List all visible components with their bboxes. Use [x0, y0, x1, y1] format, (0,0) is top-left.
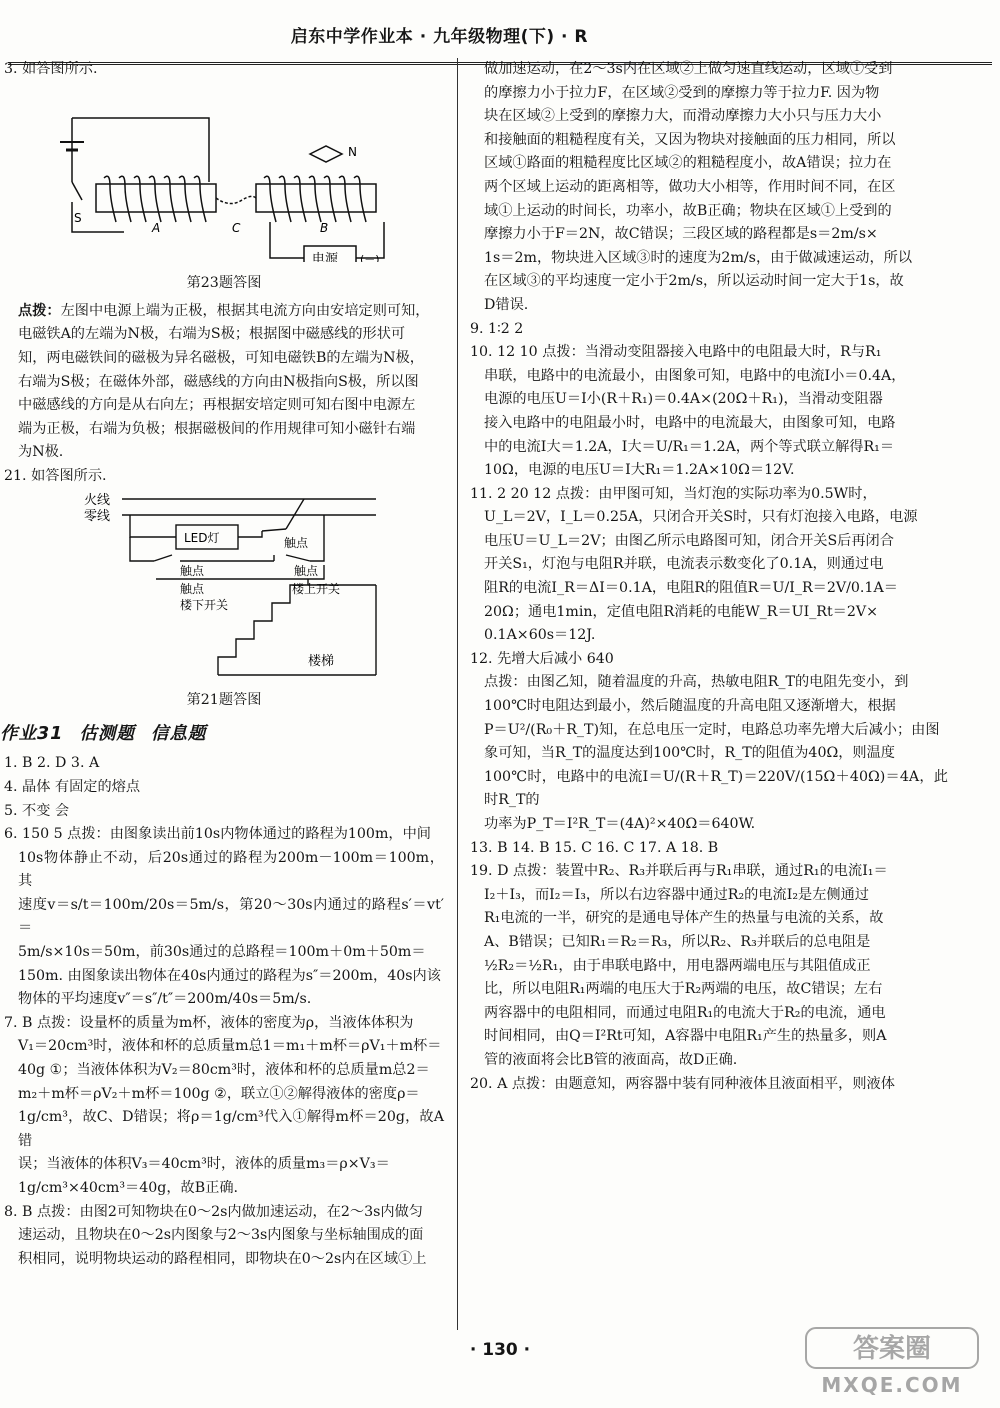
- right-line-7: 摩擦力小于F＝2N，故C错误；三段区域的路程都是s＝2m/s×: [484, 226, 878, 243]
- fig1-label-c: C: [232, 220, 241, 235]
- right-line-36: A、B错误；已知R₁＝R₂＝R₃，所以R₂、R₃并联后的总电阻是: [484, 933, 871, 950]
- q3-tip-line-1: 电磁铁A的左端为N极，右端为S极；根据图中磁感线的形状可: [18, 326, 406, 343]
- left-line-10: V₁＝20cm³时，液体和杯的总质量m总1＝m₁＋m杯＝ρV₁＋m杯＝: [18, 1038, 442, 1055]
- section-name: 估测题: [79, 723, 135, 744]
- fig1-label-a: A: [152, 220, 161, 235]
- right-line-33: 19. D 点拨：装置中R₂、R₃并联后再与R₁串联，通过R₁的电流I₁＝: [470, 863, 888, 880]
- q3-intro: 3. 如答图所示.: [4, 61, 98, 77]
- right-line-32: 13. B 14. B 15. C 16. C 17. A 18. B: [470, 839, 719, 856]
- right-line-20: 电压U＝U_L＝2V；由图乙所示电路图可知，闭合开关S后再闭合: [484, 532, 894, 549]
- fig2-switch-downstairs: 楼下开关: [180, 597, 229, 612]
- left-line-7: 150m. 由图象读出物体在40s内通过的路程为s″＝200m，40s内该: [18, 967, 441, 984]
- fig2-contact-top: 触点: [284, 535, 309, 550]
- left-line-2: 5. 不变 会: [4, 802, 70, 819]
- right-line-29: 象可知，当R_T的温度达到100℃时，R_T的阻值为40Ω，则温度: [484, 745, 895, 762]
- section-name-2: 信息题: [150, 723, 207, 744]
- right-line-23: 20Ω；通电1min，定值电阻R消耗的电能W_R＝UI_Rt＝2V×: [484, 603, 879, 620]
- left-line-17: 速运动，且物块在0～2s内图象与2～3s内图象与坐标轴围成的面: [18, 1227, 424, 1244]
- fig2-live-wire: 火线: [84, 492, 111, 508]
- right-line-5: 两个区域上运动的距离相等，做功大小相等，作用时间不同，在区: [484, 178, 896, 195]
- left-line-18: 积相同，说明物块运动的路程相同，即物块在0～2s内在区域①上: [18, 1250, 427, 1267]
- fig1-caption: 第23题答图: [186, 275, 262, 292]
- right-line-25: 12. 先增大后减小 640: [470, 650, 614, 667]
- right-line-4: 区域①路面的粗糙程度比区域②的粗糙程度小，故A错误；拉力在: [484, 155, 892, 172]
- right-line-22: 阻R的电流I_R＝ΔI＝0.1A，电阻R的阻值R＝U/I_R＝2V/0.1A＝: [484, 580, 898, 597]
- right-line-16: 中的电流I大＝1.2A，I大＝U/R₁＝1.2A，两个等式联立解得R₁＝: [484, 438, 895, 455]
- right-line-24: 0.1A×60s＝12J.: [484, 627, 596, 644]
- left-line-5: 速度v＝s/t＝100m/20s＝5m/s，第20～30s内通过的路程s′＝vt′＝: [18, 896, 444, 937]
- q3-tip-line-2: 知，两电磁铁间的磁极为异名磁极，可知电磁铁B的左端为N极，: [18, 349, 424, 366]
- q21-intro: 21. 如答图所示.: [4, 467, 107, 484]
- fig1-label-power: 电源: [312, 251, 339, 262]
- right-line-3: 和接触面的粗糙程度有关，又因为物块对接触面的压力相同，所以: [484, 131, 896, 148]
- q3-tip-text-0: 左图中电源上端为正极，根据其电流方向由安培定则可知，: [60, 302, 430, 319]
- right-line-30: 100℃时，电路中的电流I＝U/(R＋R_T)＝220V/(15Ω＋40Ω)＝4A，此时R_T的: [484, 768, 948, 809]
- fig2-contact-mid: 触点: [180, 563, 205, 578]
- q3-tip-tag: 点拨：: [18, 302, 61, 319]
- right-line-8: 1s＝2m，物块进入区域③时的速度为2m/s，由于做减速运动，所以: [484, 249, 913, 266]
- left-line-15: 1g/cm³×40cm³＝40g，故B正确.: [18, 1180, 239, 1196]
- left-line-1: 4. 晶体 有固定的熔点: [4, 778, 141, 795]
- right-line-6: 域①上运动的时间长，功率小，故B正确；物块在区域①上受到的: [484, 202, 892, 219]
- fig1-label-minus: (－): [360, 252, 380, 262]
- q3-tip-line-0: [4, 300, 444, 324]
- right-line-37: ½R₂＝½R₁，由于串联电路中，用电器两端电压与其阻值成正: [484, 957, 871, 974]
- right-line-13: 串联，电路中的电流最小，由图象可知，电路中的电流I小＝0.4A，: [484, 367, 906, 384]
- section-title: [0, 723, 444, 747]
- right-line-21: 开关S₁，灯泡与电阻R并联，电流表示数变化了0.1A，则通过电: [484, 556, 884, 573]
- page-header: [0, 16, 1000, 48]
- left-line-11: 40g ①；当液体体积为V₂＝80cm³时，液体和杯的总质量m总2＝: [18, 1062, 430, 1079]
- left-line-14: 误；当液体的体积V₃＝40cm³时，液体的质量m₃＝ρ×V₃＝: [18, 1156, 390, 1173]
- q3-tip-line-5: 端为正极，右端为负极；根据磁极间的作用规律可知小磁针右端: [18, 420, 416, 437]
- right-line-41: 管的液面将会比B管的液面高，故D正确.: [484, 1051, 738, 1068]
- right-line-28: P＝U²/(R₀＋R_T)知，在总电压一定时，电路总功率先增大后减小；由图: [484, 721, 940, 738]
- right-line-10: D错误.: [484, 296, 529, 313]
- right-line-12: 10. 12 10 点拨：当滑动变阻器接入电路中的电阻最大时，R与R₁: [470, 344, 882, 361]
- right-line-11: 9. 1∶2 2: [470, 320, 524, 337]
- right-line-34: I₂＋I₃，而I₂＝I₃，所以右边容器中通过R₂的电流I₂是左侧通过: [484, 886, 869, 903]
- section-number: 作业31: [0, 723, 64, 744]
- right-line-14: 电源的电压U＝I小(R＋R₁)＝0.4A×(20Ω＋R₁)，当滑动变阻器: [484, 391, 883, 408]
- left-column: [0, 58, 444, 1271]
- left-line-8: 物体的平均速度v″＝s″/t″＝200m/40s＝5m/s.: [18, 991, 312, 1008]
- right-line-1: 的摩擦力小于拉力F，在区域②受到的摩擦力等于拉力F. 因为物: [484, 84, 880, 101]
- fig2-stairs-label: 楼梯: [308, 653, 335, 669]
- watermark-url: MXQE.COM: [821, 1373, 963, 1397]
- q3-tip-line-3: 右端为S极；在磁体外部，磁感线的方向由N极指向S极，所以图: [18, 373, 419, 390]
- left-line-4: 10s物体静止不动，后20s通过的路程为200m－100m＝100m，其: [18, 849, 444, 890]
- q3-tip-line-6: 为N极.: [18, 444, 64, 461]
- right-line-2: 块在区域②上受到的摩擦力大，而滑动摩擦力大小只与压力大小: [484, 108, 882, 125]
- page-number: · 130 ·: [469, 1340, 531, 1360]
- fig2-contact-upper: 触点: [294, 563, 319, 578]
- fig2-caption: 第21题答图: [186, 692, 262, 709]
- fig2-neutral-wire: 零线: [84, 508, 111, 524]
- left-line-12: m₂＋m杯＝ρV₂＋m杯＝100g ②，联立①②解得液体的密度ρ＝: [18, 1085, 420, 1102]
- right-line-35: R₁电流的一半，研究的是通电导体产生的热量与电流的关系，故: [484, 910, 884, 927]
- right-line-19: U_L＝2V，I_L＝0.25A，只闭合开关S时，只有灯泡接入电路，电源: [484, 509, 918, 526]
- right-column: [470, 58, 948, 1096]
- right-line-9: 在区域③的平均速度一定小于2m/s，所以运动时间一定大于1s，故: [484, 273, 904, 290]
- right-line-39: 两容器中的电阻相同，而通过电阻R₁的电流大于R₂的电流，通电: [484, 1004, 886, 1021]
- stair-light-answer-figure: [4, 489, 424, 679]
- right-line-17: 10Ω，电源的电压U＝I大R₁＝1.2A×10Ω＝12V.: [484, 462, 795, 479]
- right-line-27: 100℃时电阻达到最小，然后随温度的升高电阻又逐渐增大，根据: [484, 698, 896, 715]
- watermark-logo: [802, 1324, 982, 1398]
- fig2-switch-upstairs: 楼上开关: [292, 581, 341, 596]
- right-line-26: 点拨：由图乙知，随着温度的升高，热敏电阻R_T的电阻先变小，到: [484, 674, 909, 691]
- column-divider: [457, 58, 458, 1330]
- left-line-9: 7. B 点拨：设量杯的质量为m杯，液体的密度为ρ，当液体体积为: [4, 1014, 414, 1031]
- watermark-logo-text: 答案圈: [852, 1334, 932, 1364]
- left-line-16: 8. B 点拨：由图2可知物块在0～2s内做加速运动，在2～3s内做匀: [4, 1203, 423, 1220]
- fig1-label-s: S: [74, 210, 82, 225]
- left-line-0: 1. B 2. D 3. A: [4, 755, 100, 772]
- left-line-3: 6. 150 5 点拨：由图象读出前10s内物体通过的路程为100m，中间: [4, 826, 431, 843]
- q3-tip-line-4: 中磁感线的方向是从右向左；再根据安培定则可知右图中电源左: [18, 397, 416, 414]
- header-title: 启东中学作业本 · 九年级物理(下) · R: [290, 27, 588, 47]
- right-line-15: 接入电路中的电阻最小时，电路中的电流最大，由图象可知，电路: [484, 414, 896, 431]
- left-line-13: 1g/cm³，故C、D错误；将ρ＝1g/cm³代入①解得m杯＝20g，故A错: [18, 1109, 444, 1149]
- left-line-6: 5m/s×10s＝50m，前30s通过的总路程＝100m＋0m＋50m＝: [18, 944, 426, 961]
- right-line-0: 做加速运动，在2～3s内在区域②上做匀速直线运动，区域①受到: [484, 61, 893, 77]
- right-line-40: 时间相同，由Q＝I²Rt可知，A容器中电阻R₁产生的热量多，则A: [484, 1028, 887, 1045]
- right-line-42: 20. A 点拨：由题意知，两容器中装有同种液体且液面相平，则液体: [470, 1075, 895, 1092]
- right-line-18: 11. 2 20 12 点拨：由甲图可知，当灯泡的实际功率为0.5W时，: [470, 485, 877, 502]
- fig2-led-label: LED灯: [184, 530, 220, 545]
- right-line-38: 比，所以电阻R₁两端的电压大于R₂两端的电压，故C错误；左右: [484, 981, 883, 998]
- fig1-label-n: N: [348, 144, 357, 159]
- fig2-contact-lower: 触点: [180, 581, 205, 596]
- electromagnet-answer-figure: [4, 82, 424, 262]
- fig1-label-b: B: [320, 220, 329, 235]
- right-line-31: 功率为P_T＝I²R_T＝(4A)²×40Ω＝640W.: [484, 816, 756, 832]
